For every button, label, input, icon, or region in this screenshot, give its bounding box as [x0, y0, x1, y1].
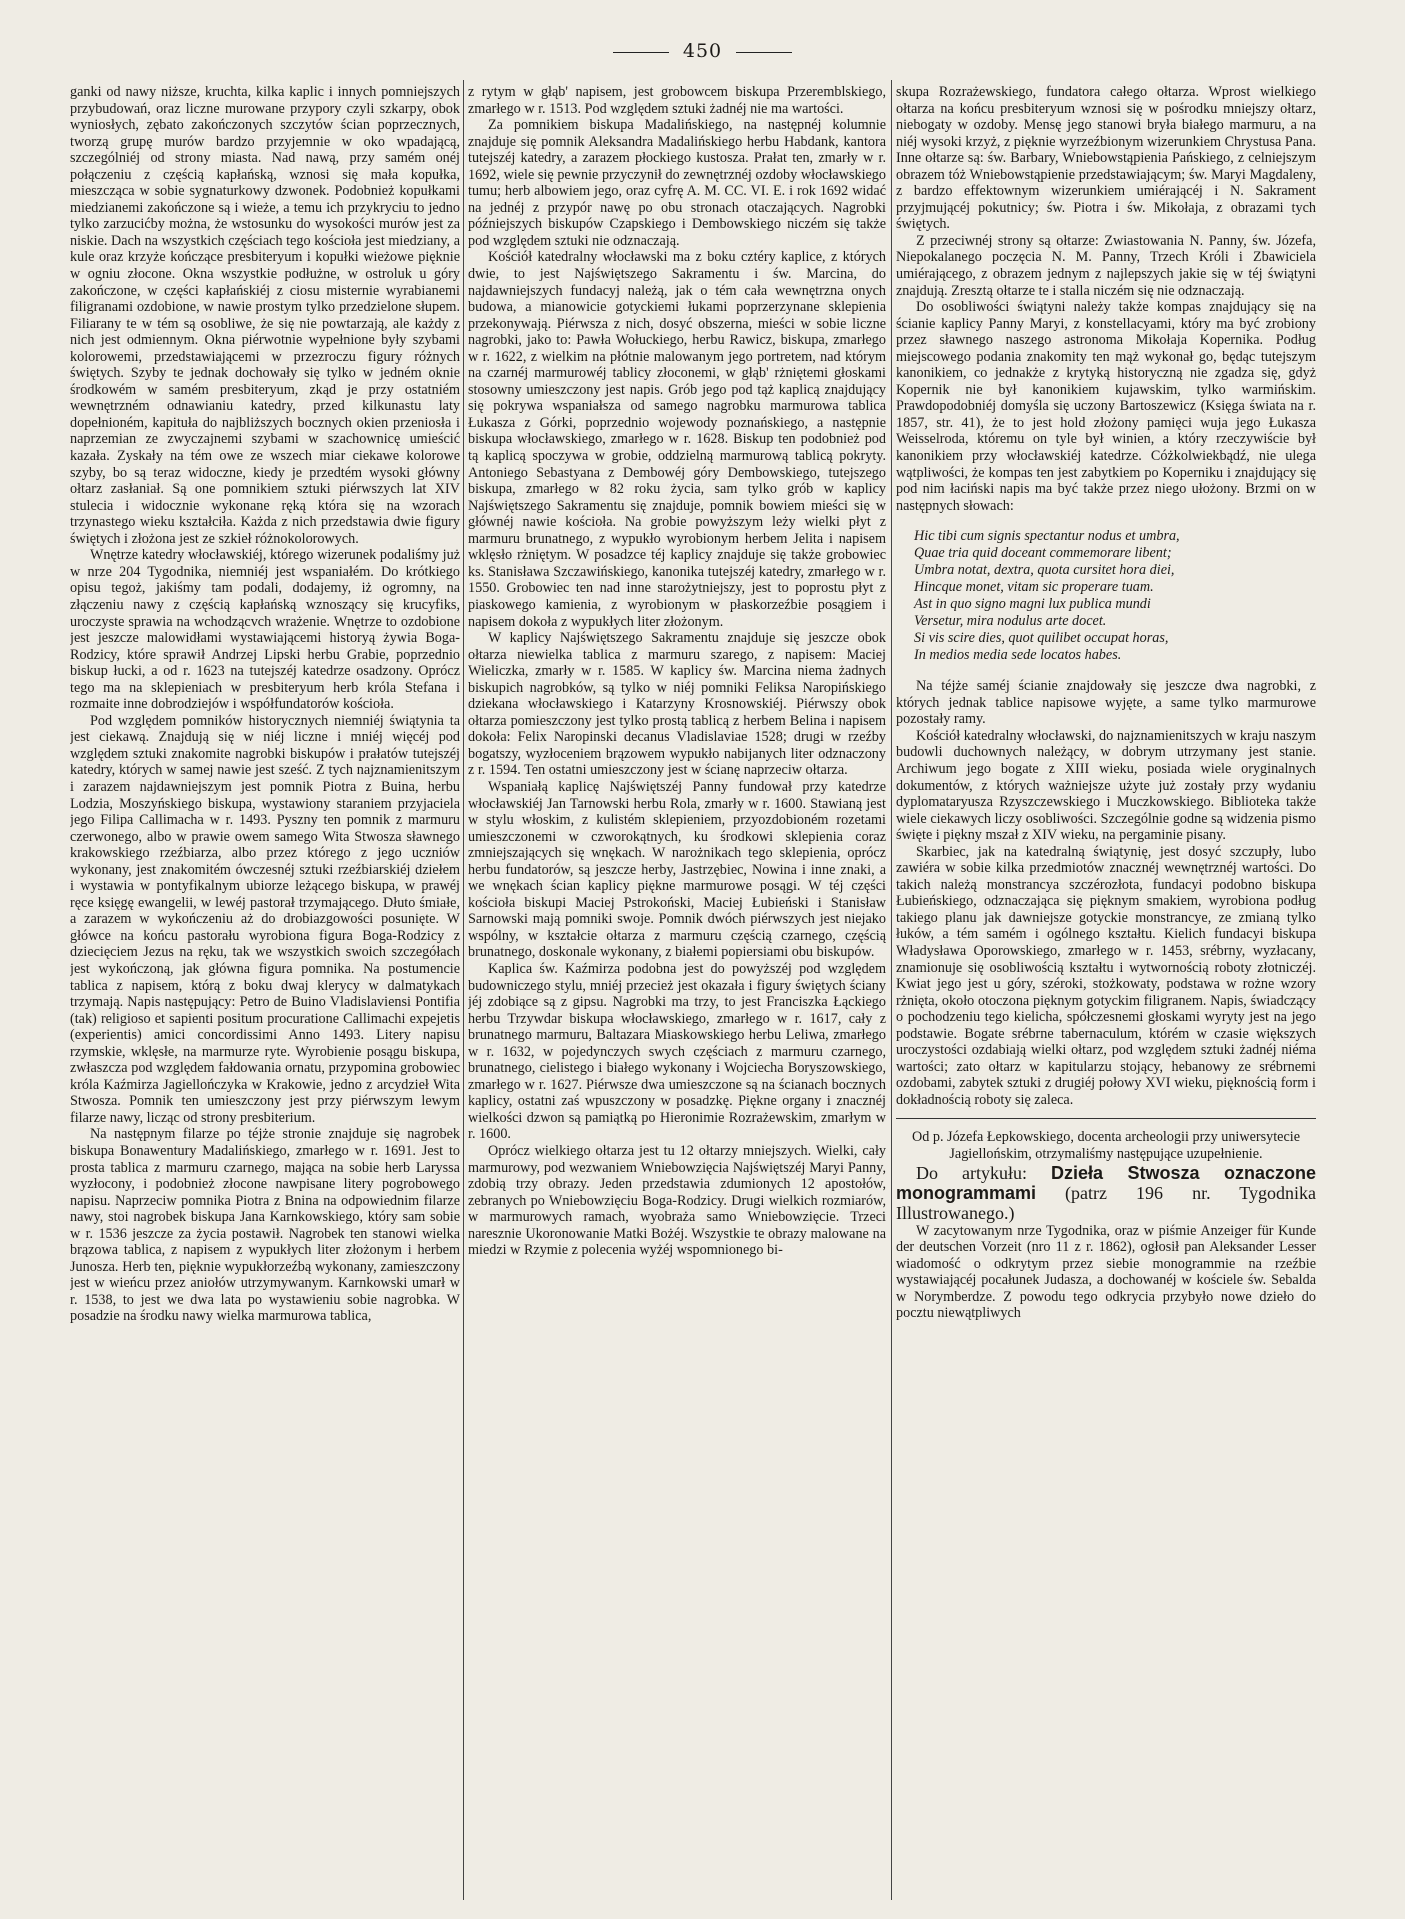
page-number-left-rule: [613, 52, 669, 53]
paragraph: W kaplicy Najświętszego Sakramentu znajduje się jeszcze obok ołtarza niewielka tablica z marmuru szarego, z napisem: Maciej Wieliczka, zmarły w r. 1585. W kaplicy św. Marcina niema żadnych biskupich nagrobków, są tylko w niéj pomniki Feliksa Naropińskiego dziekana włocławskiego i Katarzyny Krosnowskiéj. Piérwszy obok ołtarza pomieszczony jest tylko prostą tablicą z herbem Belina i napisem dokoła: Felix Naropinski decanus Vladislaviae 1528; drugi w rzeźby bogatszy, wyzłoceniem brązowem wypukło nabijanych liter odznaczony z r. 1594. Ten ostatni umieszczony jest w ścianę naprzeciw ołtarza.: [468, 630, 886, 779]
paragraph: Oprócz wielkiego ołtarza jest tu 12 ołtarzy mniejszych. Wielki, cały marmurowy, pod wezwaniem Wniebowzięcia Najświętszéj Maryi Panny, zdobią trzy obrazy. Jeden przedstawia zdumionych 12 apostołów, zebranych po Wniebowzięciu Boga-Rodzicy. Drugi wielkich rozmiarów, w marmurowych ramach, wyobraża samo Wniebowzięcie. Trzeci naresznie Ukoronowanie Matki Bożéj. Wszystkie te obrazy malowane na miedzi w Rzymie z polecenia wyżéj wspomnionego bi-: [468, 1143, 886, 1259]
paragraph: Za pomnikiem biskupa Madalińskiego, na następnéj kolumnie znajduje się pomnik Aleksandra Madalińskiego herbu Habdank, kantora tutejszéj katedry, a zarazem płockiego kustosza. Prałat ten, zmarły w r. 1692, wiele się pewnie przyczynił do zewnętrznéj ozdoby włocławskiego tumu; herb albowiem jego, oraz cyfrę A. M. CC. VI. E. i rok 1692 widać na jednéj z przypór nawę po obu stronach otaczających. Nagrobki późniejszych biskupów Czapskiego i Dembowskiego niczém się także pod względem sztuki nie odznaczają.: [468, 117, 886, 249]
poem-line: Hincque monet, vitam sic properare tuam.: [914, 579, 1154, 596]
poem-line: In medios media sede locatos habes.: [914, 647, 1122, 664]
article-heading-reference: (patrz 196 nr. Tygodnika Illustrowanego.): [896, 1182, 1316, 1223]
page-number-right-rule: [736, 52, 792, 53]
latin-inscription-poem: [914, 528, 1316, 664]
paragraph: Wspaniałą kaplicę Najświętszéj Panny fundował przy katedrze włocławskiéj Jan Tarnowski herbu Rola, zmarły w r. 1600. Stawianą jest w stylu włoskim, z kulistém sklepieniem, przyozdobioném rozetami umieszczonemi w czworokątnych, ku środkowi sklepienia coraz zmniejszających się wnękach. W narożnikach tego sklepienia, oprócz herbu fundatorów, są jeszcze herby, Jastrzębiec, Nowina i inne znaki, a we wnękach ścian kaplicy piękne marmurowe posągi. W téj części kościoła biskupi Maciej Pstrokoński, Maciej Łubieński i Stanisław Sarnowski mają pomniki swoje. Pomnik dwóch piérwszych jest niejako wspólny, w kształcie ołtarza z marmuru częścią czarnego, częścią brunatnego, doskonale wykonany, z białemi popiersiami obu biskupów.: [468, 778, 886, 961]
paragraph: Na téjże saméj ścianie znajdowały się jeszcze dwa nagrobki, z których jednak tablice napisowe wyjęte, a same tylko marmurowe pozostały ramy.: [896, 678, 1316, 728]
paragraph: ganki od nawy niższe, kruchta, kilka kaplic i innych pomniejszych przybudowań, oraz liczne murowane przypory czyli szkarpy, obok wyniosłych, zębato zakończonych szczytów ścian poprzecznych, tworzą grupę murów bardzo przyjemnie w oko wpadającą, szczególniéj od strony miasta. Nad nawą, przy samém onéj połączeniu z częścią kapłańską, wznosi się mała kopułka, mieszcząca w sobie sygnaturkowy dzwonek. Podobnież kopułkami miedzianemi zakończone są i wieże, a temu ich przykryciu to jedno tylko zarzucićby można, że wstosunku do wysokości murów jest za niskie. Dach na wszystkich częściach tego kościoła jest miedziany, a kule oraz krzyże kończące presbiteryum i kopułki wieżowe pięknie w ogniu złocone. Okna wszystkie podłużne, w ostroluk u góry zakończone, w części kapłańskiéj z ciosu misternie wyrabianemi filigranami ozdobione, w nawie prostym tylko przedzielone słupem. Filiarany te w tém są osobliwe, że się nie powtarzają, ale każdy z nich jest odmiennym. Okna piérwotnie wypełnione były szybami kolorowemi, przedstawiającemi w przezroczu figury różnych świętych. Szyby te jednak dochowały się tylko w jedném oknie środkowém w samém presbiteryum, zkąd je przy ostatniém wewnętrzném odnawianiu katedry, przed kilkunastu laty dopełnioném, kapituła do najbliższych bocznych okien przeniosła i naprzemian ze zwyczajnemi szybami w szachownicę umieścić kazała. Zyskały na tém owe ze wszech miar ciekawe kolorowe szyby, bo są teraz widoczne, kiedy je przedtém wysoki główny ołtarz zasłaniał. Są one pomnikiem sztuki piérwszych lat XIV stulecia i widocznie wykonane ręką która się na wzorach trzynastego wieku kształciła. Każda z nich przedstawia dwie figury świętych i złożona jest ze szkieł różnokolorowych.: [70, 84, 460, 547]
page-number: [0, 40, 1405, 62]
page-number-text: 450: [682, 40, 723, 62]
paragraph: skupa Rozrażewskiego, fundatora całego ołtarza. Wprost wielkiego ołtarza na końcu presbiteryum wznosi się w pośrodku mniejszy ołtarz, niebogaty w ozdoby. Mensę jego stanowi bryła białego marmuru, a na niéj wysoki krzyż, z pięknie wyrzeźbionym wizerunkiem Chrystusa Pana. Inne ołtarze są: św. Barbary, Wniebowstąpienia Pańskiego, z celniejszym obrazem tóż Wniebowstąpienie przedstawiającym; św. Maryi Magdaleny, z bardzo effektownym wizerunkiem umiérającéj i N. Sakrament przyjmującéj pokutnicy; św. Piotra i św. Mikołaja, z obrazami tych świętych.: [896, 84, 1316, 233]
paragraph: Pod względem pomników historycznych niemniéj świątynia ta jest ciekawą. Znajdują się w niéj liczne i mniéj więcéj pod względem sztuki znakomite nagrobki biskupów i prałatów tutejszéj katedry, których w samej nawie jest sześć. Z tych najznamienitszym i zarazem najdawniejszym jest pomnik Piotra z Buina, herbu Lodzia, Moszyńskiego biskupa, wystawiony staraniem przyjaciela jego Filipa Callimacha w r. 1493. Pyszny ten pomnik z marmuru czerwonego, albo w prawie owem samego Wita Stwosza sławnego krakowskiego rzeźbiarza, albo przez którego z jego uczniów wykonany, jest znakomitém ówczesnéj sztuki rzeźbiarskiéj dziełem i wystawia w pontyfikalnym ubiorze leżącego biskupa, w prawéj ręce księgę ewangelii, w lewéj pastorał trzymającego. Dłuto śmiałe, a zarazem w wykończeniu aż do drobiazgowości posunięte. W główce na końcu pastorału wyrobiona figura Boga-Rodzicy z dziecięciem Jezus na ręku, tak we wszystkich swoich szczegółach jest wykończoną, jak główna figura pomnika. Na postumencie tablica z napisem, którą z boku dwaj klerycy w dalmatykach trzymają. Napis następujący: Petro de Buino Vladislaviensi Pontifia (tak) religioso et sapienti positum procuratione Callimachi expejetis (experientis) amici concordissimi Anno 1493. Litery napisu rzymskie, wklęsłe, na marmurze ryte. Wyrobienie posągu biskupa, zwłaszcza pod względem fałdowania ornatu, przypomina grobowiec króla Kaźmirza Jagiellończyka w Krakowie, jedno z arcydzieł Wita Stwosza. Pomnik ten umieszczony jest przy piérwszym lewym filarze nawy, licząc od strony presbiterium.: [70, 712, 460, 1126]
poem-line: Hic tibi cum signis spectantur nodus et umbra,: [914, 528, 1180, 545]
attribution-note: Od p. Józefa Łepkowskiego, docenta archeologii przy uniwersytecie Jagiellońskim, otrzymaliśmy następujące uzupełnienie.: [911, 1129, 1301, 1162]
poem-line: Umbra notat, dextra, quota cursitet hora diei,: [914, 562, 1175, 579]
column-divider-1: [463, 80, 464, 1900]
paragraph: Wnętrze katedry włocławskiéj, którego wizerunek podaliśmy już w nrze 204 Tygodnika, niemniéj jest wspaniałém. Do krótkiego opisu tegoż, jakiśmy tam podali, dodajemy, iż ogromny, na złączeniu nawy z częścią kapłańską wznoszący się krucyfiks, uroczyste sprawia na wchodzącvch wrażenie. Wnętrze to ozdobione jest jeszcze malowidłami wystawiającemi historyą żywia Boga-Rodzicy, które sprawił Andrzej Lipski herbu Grabie, poprzednio biskup łucki, a od r. 1623 na tutejszéj katedrze osadzony. Oprócz tego ma na sklepieniach w presbiteryum herb króla Stefana i rozmaite inne dobrodziejów i współfundatorów kościoła.: [70, 547, 460, 713]
section-divider: [896, 1118, 1316, 1119]
paragraph: Kaplica św. Kaźmirza podobna jest do powyższéj pod względem budowniczego stylu, mniéj przecież jest okazała i figury świętych ściany jéj zdobiące są z gipsu. Nagrobki ma trzy, to jest Franciszka Łąckiego herbu Trzywdar biskupa włocławskiego, zmarłego w r. 1617, cały z brunatnego marmuru, Baltazara Miaskowskiego herbu Leliwa, zmarłego w r. 1632, w pojedynczych swych częściach z marmuru czarnego, brunatnego, cielistego i białego wykonany i Wojciecha Boryszowskiego, zmarłego w r. 1627. Piérwsze dwa umieszczone są na ścianach bocznych kaplicy, ostatni zaś wpuszczony w posadzkę. Piękne organy i znacznéj wielkości dzwon są pamiątką po Hieronimie Rozrażewskim, zmarłym w r. 1600.: [468, 960, 886, 1143]
paragraph: Kościół katedralny włocławski, do najznamienitszych w kraju naszym budowli duchownych należący, w dobrym utrzymany jest stanie. Archiwum jego bogate z XIII wieku, posiada wiele oryginalnych dokumentów, z których ważniejsze użyte już zostały przy wydaniu dyplomataryusza Rzyszczewskiego i Muczkowskiego. Biblioteka także wiele ciekawych liczy osobliwości. Szczególnie godne są widzenia pismo święte i piękny mszał z XIV wieku, na pergaminie pisany.: [896, 727, 1316, 844]
article-heading-prefix: Do artykułu:: [916, 1162, 1051, 1183]
paragraph: z rytym w głąb' napisem, jest grobowcem biskupa Przeremblskiego, zmarłego w r. 1513. Pod względem sztuki żadnéj nie ma wartości.: [468, 84, 886, 117]
poem-line: Versetur, mira nodulus arte docet.: [914, 613, 1107, 630]
paragraph: Do osobliwości świątyni należy także kompas znajdujący się na ścianie kaplicy Panny Maryi, z konstellacyami, który ma być zrobiony przez sławnego naszego astronoma Mikołaja Kopernika. Podług miejscowego podania znakomity ten mąż wykonał go, będąc tutejszym kanonikiem, co jednakże z krytyką historyczną nie zgadza się, gdyż Kopernik nie był kanonikiem kujawskim, tylko warmińskim. Prawdopodobniéj domyśla się uczony Bartoszewicz (Księga świata na r. 1857, str. 41), że to jest hold złożony pamięci wuja jego Łukasza Weisselroda, któremu on tyle był winien, a który rzeczywiście był kanonikiem przy włocławskiéj katedrze. Cóżkolwiekbądź, nie ulega wątpliwości, że kompas ten jest zabytkiem po Koperniku i znajdujący się pod nim łaciński napis ma być także przez niego ułożony. Brzmi on w następnych słowach:: [896, 299, 1316, 514]
column-divider-2: [891, 80, 892, 1900]
paragraph: Kościół katedralny włocławski ma z boku cztéry kaplice, z których dwie, to jest Najświętszego Sakramentu i św. Marcina, do najdawniejszych fundacyj należą, jak o tém cała wewnętrzna onych budowa, a mianowicie gotyckiemi łukami poprzerzynane sklepienia przekonywają. Piérwsza z nich, dosyć obszerna, mieści w sobie liczne nagrobki, jako to: Pawła Wołuckiego, herbu Rawicz, biskupa, zmarłego w r. 1622, z wielkim na płótnie malowanym jego portretem, nad którym na czarnéj marmurowéj tablicy złoconemi, w głąb' rżniętemi głoskami stosowny umieszczony jest napis. Grób jego pod tąż kaplicą znajdujący się pokrywa wspaniałsza od samego nagrobku marmurowa tablica Łukasza z Górki, poprzednio wojewody poznańskiego, a następnie biskupa włocławskiego, zmarłego w r. 1628. Biskup ten podobnież pod tą kaplicą spoczywa w grobie, oddzielną marmurową tablicą pokryty. Antoniego Sebastyana z Dembowéj góry Dembowskiego, tutejszego biskupa, zmarłego w 82 roku życia, sam tylko grób w kaplicy Najświętszego Sakramentu się znajduje, pomnik bowiem mieści się w głównéj nawie kościoła. Na grobie powyższym leży wielki płyt z marmuru brunatnego, z wypukło wyrobionym herbem Jelita i napisem wklęsło rżniętym. W posadzce téj kaplicy znajduje się także grobowiec ks. Stanisława Szczawińskiego, kanonika tutejszéj katedry, zmarłego w r. 1550. Grobowiec ten nad inne starożytniejszy, jest to poprostu płyt z piaskowego kamienia, z wyrobionym w płaskorzeźbie posągiem i napisem dokoła z wypukłych liter złożonym.: [468, 249, 886, 630]
paragraph: Skarbiec, jak na katedralną świątynię, jest dosyć szczupły, lubo zawiéra w sobie kilka przedmiotów znacznéj wewnętrznéj wartości. Do takich należą monstrancya szczérozłota, fundacyi podobno biskupa Łubieńskiego, odznaczająca się pięknym smakiem, wyrobiona podług takiego planu jak dawniejsze gotyckie monstrancye, ze zmianą tylko łuków, a tém samém i ogólnego kształtu. Kielich fundacyi biskupa Władysława Oporowskiego, zmarłego w r. 1453, srébrny, wyzłacany, znamionuje się osobliwością kształtu i wytwornością roboty złotniczéj. Kwiat jego jest u góry, széroki, stożkowaty, podstawa w rożne wzory rżnięta, około otoczona pięknym gotyckim filigranem. Napis, świadczący o pochodzeniu tego kielicha, spółczesnemi głoskami wyryty jest na jego podstawie. Bogate srébrne tabernaculum, którém w czasie większych uroczystości ozdabiają wielki ołtarz, pod względem sztuki żadnéj niéma wartości; zato ołtarz w kapitularzu stojący, hebanowy ze srébrnemi ozdobami, zabytek sztuki z drugiéj połowy XVI wieku, pięknością form i dokładnością roboty się zaleca.: [896, 843, 1316, 1108]
text-column-2: [468, 84, 886, 1909]
text-column-1: [70, 84, 460, 1909]
poem-line: Quae tria quid doceant commemorare libent;: [914, 545, 1172, 562]
text-column-3: [896, 84, 1316, 1909]
article-heading: [896, 1163, 1316, 1223]
poem-line: Ast in quo signo magni lux publica mundi: [914, 596, 1151, 613]
poem-line: Si vis scire dies, quot quilibet occupat horas,: [914, 630, 1169, 647]
article-heading-title: Dzieła Stwosza oznaczone monogrammami: [896, 1162, 1316, 1203]
paragraph: Z przeciwnéj strony są ołtarze: Zwiastowania N. Panny, św. Józefa, Niepokalanego poczęcia N. M. Panny, Trzech Króli i Zbawiciela umiérającego, z obrazem jednym z najlepszych jakie się w téj świątyni znajdują. Zresztą ołtarze te i stalla niczém się nie odznaczają.: [896, 232, 1316, 299]
paragraph: Na następnym filarze po téjże stronie znajduje się nagrobek biskupa Bonawentury Madalińskiego, zmarłego w r. 1691. Jest to prosta tablica z marmuru czarnego, mająca na sobie herb Laryssa wyzłocony, i podobnież złocone nawpisane litery pogrobowego napisu. Naprzeciw pomnika Piotra z Bnina na odpowiednim filarze nawy, stoi nagrobek biskupa Jana Karnkowskiego, który sam sobie w r. 1536 jeszcze za życia postawił. Nagrobek ten stanowi wielka brązowa tablica, z napisem z wypukłych liter złożonym i herbem Junosza. Herb ten, pięknie wypukłorzeźbą wykonany, zamieszczony jest w wieńcu przez aniołów utrzymywanym. Karnkowski umarł w r. 1538, to jest we dwa lata po wystawieniu sobie nagrobka. W posadzie na środku nawy wielka marmurowa tablica,: [70, 1126, 460, 1325]
paragraph: W zacytowanym nrze Tygodnika, oraz w piśmie Anzeiger für Kunde der deutschen Vorzeit (nro 11 z r. 1862), ogłosił pan Aleksander Lesser wiadomość o odkrytym przez siebie monogrammie na rzeźbie wystawiającéj pocałunek Judasza, a dochowanéj w kościele św. Sebalda w Norymberdze. Z powodu tego odkrycia przybyło nowe dzieło do pocztu niewątpliwych: [896, 1222, 1316, 1322]
